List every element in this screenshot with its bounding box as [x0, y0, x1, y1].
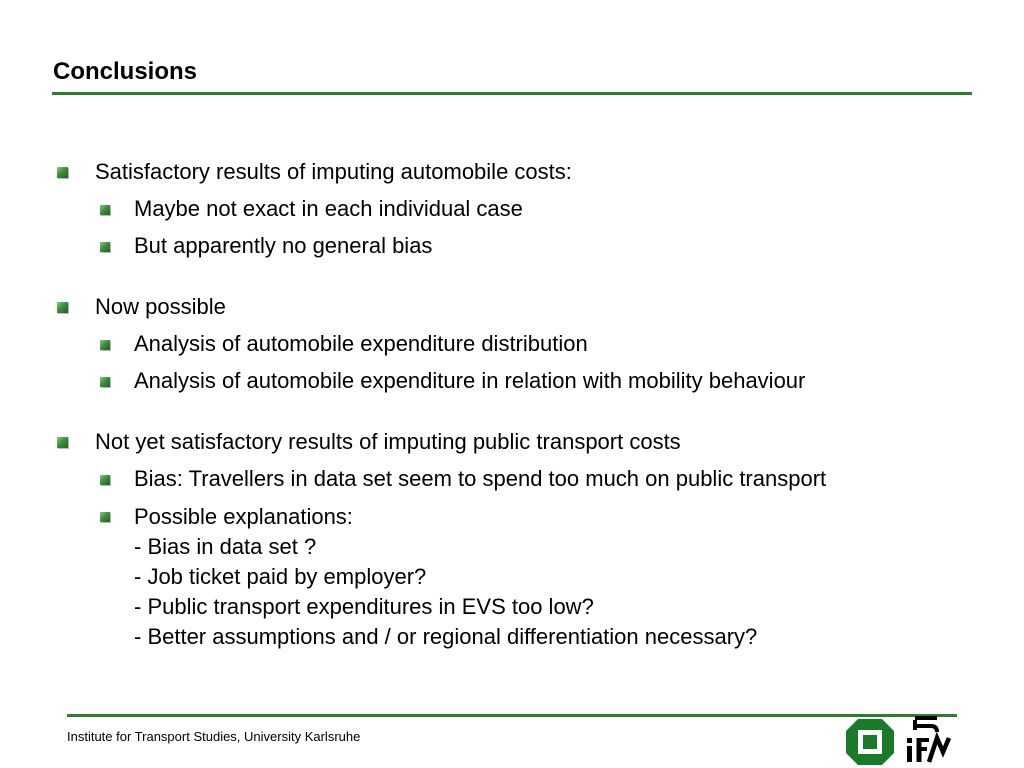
section-3-heading: Not yet satisfactory results of imputing public transport costs	[95, 429, 681, 454]
sub-bullet-square-icon	[100, 475, 110, 485]
explanation-line: - Bias in data set ?	[134, 534, 317, 559]
sub-bullet-square-icon	[100, 377, 110, 387]
section-3-item-1: Bias: Travellers in data set seem to spend too much on public transport	[134, 466, 827, 491]
bullet-square-icon	[57, 437, 68, 448]
explanation-line: - Job ticket paid by employer?	[134, 564, 427, 589]
explanation-line: - Better assumptions and / or regional differentiation necessary?	[134, 624, 758, 649]
footer-institution: Institute for Transport Studies, University Karlsruhe	[67, 729, 361, 744]
section-1-item-1: Maybe not exact in each individual case	[134, 196, 523, 221]
section-2-item-2: Analysis of automobile expenditure in relation with mobility behaviour	[134, 368, 806, 393]
section-1-item-2: But apparently no general bias	[134, 233, 433, 258]
title-divider	[52, 92, 972, 95]
explanations-block	[134, 502, 757, 652]
ifv-institute-logo-icon	[903, 716, 953, 766]
sub-bullet-square-icon	[100, 340, 110, 350]
sub-bullet-square-icon	[100, 242, 110, 252]
bullet-square-icon	[57, 302, 68, 313]
university-logo-icon	[846, 719, 894, 765]
section-2-item-1: Analysis of automobile expenditure distribution	[134, 331, 588, 356]
explanations-heading: Possible explanations:	[134, 504, 353, 529]
explanation-line: - Public transport expenditures in EVS too low?	[134, 594, 594, 619]
section-1-heading: Satisfactory results of imputing automobile costs:	[95, 159, 572, 184]
section-2-heading: Now possible	[95, 294, 226, 319]
footer-divider	[67, 714, 957, 717]
sub-bullet-square-icon	[100, 205, 110, 215]
bullet-square-icon	[57, 167, 68, 178]
sub-bullet-square-icon	[100, 512, 110, 522]
slide-title: Conclusions	[53, 58, 198, 85]
